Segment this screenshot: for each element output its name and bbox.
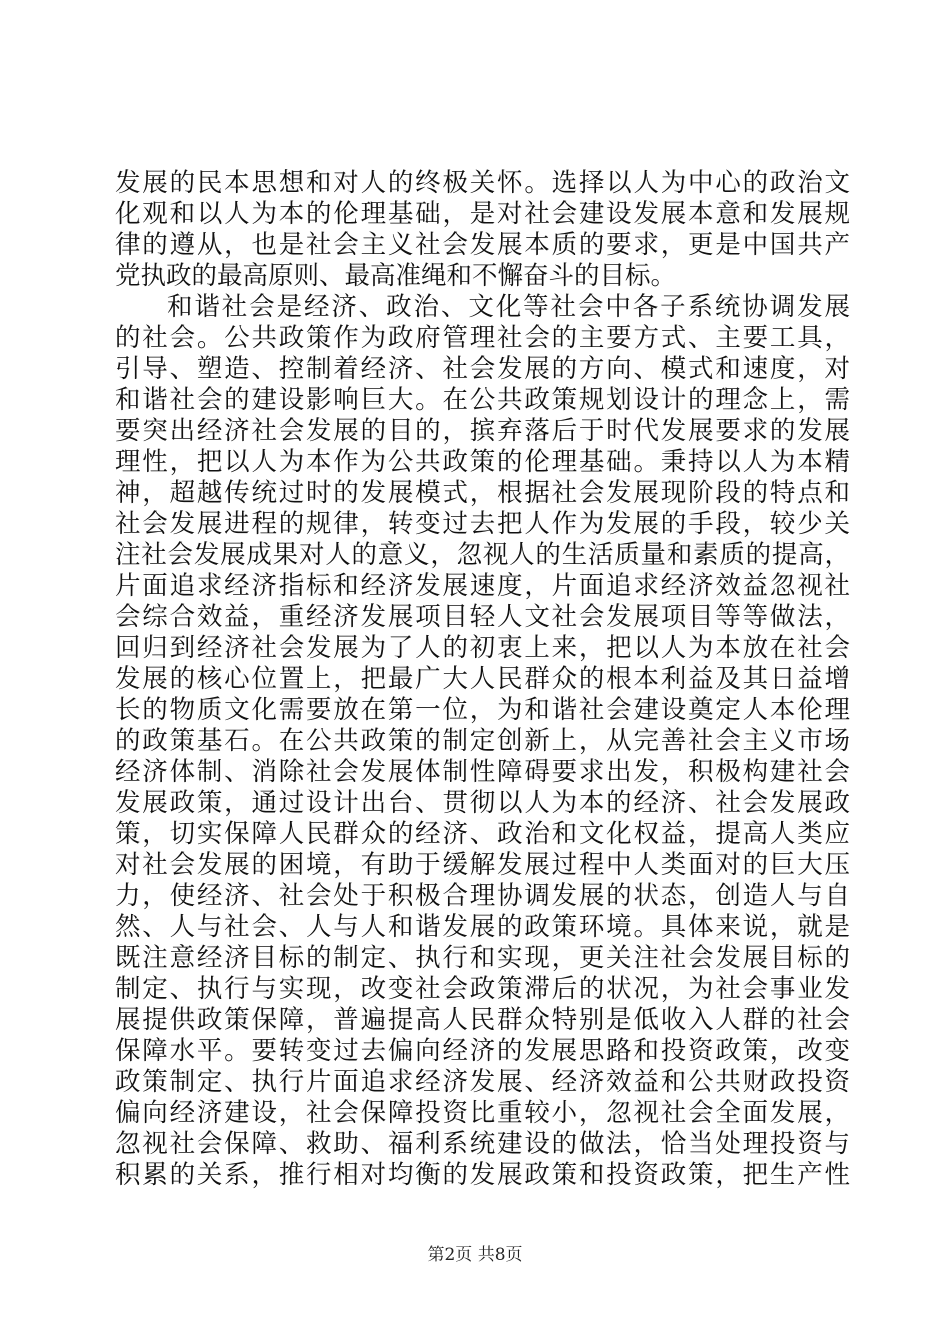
text-line: 神，超越传统过时的发展模式，根据社会发展现阶段的特点和	[115, 478, 850, 508]
text-line: 回归到经济社会发展为了人的初衷上来，把以人为本放在社会	[115, 633, 850, 663]
text-line: 注社会发展成果对人的意义，忽视人的生活质量和素质的提高，	[115, 540, 850, 570]
text-line: 制定、执行与实现，改变社会政策滞后的状况，为社会事业发	[115, 974, 850, 1004]
body-text	[115, 168, 850, 1191]
text-line: 发展政策，通过设计出台、贯彻以人为本的经济、社会发展政	[115, 788, 850, 818]
text-line: 政策制定、执行片面追求经济发展、经济效益和公共财政投资	[115, 1067, 850, 1097]
text-line: 积累的关系，推行相对均衡的发展政策和投资政策，把生产性	[115, 1160, 850, 1190]
text-line: 忽视社会保障、救助、福利系统建设的做法，恰当处理投资与	[115, 1129, 850, 1159]
text-line: 长的物质文化需要放在第一位，为和谐社会建设奠定人本伦理	[115, 695, 850, 725]
text-line: 引导、塑造、控制着经济、社会发展的方向、模式和速度，对	[115, 354, 850, 384]
text-line: 展提供政策保障，普遍提高人民群众特别是低收入人群的社会	[115, 1005, 850, 1035]
text-line: 的社会。公共政策作为政府管理社会的主要方式、主要工具，	[115, 323, 850, 353]
text-line: 和谐社会的建设影响巨大。在公共政策规划设计的理念上，需	[115, 385, 850, 415]
text-line: 偏向经济建设，社会保障投资比重较小，忽视社会全面发展，	[115, 1098, 850, 1128]
text-line: 要突出经济社会发展的目的，摈弃落后于时代发展要求的发展	[115, 416, 850, 446]
text-line: 既注意经济目标的制定、执行和实现，更关注社会发展目标的	[115, 943, 850, 973]
text-line: 对社会发展的困境，有助于缓解发展过程中人类面对的巨大压	[115, 850, 850, 880]
text-line: 策，切实保障人民群众的经济、政治和文化权益，提高人类应	[115, 819, 850, 849]
text-line: 会综合效益，重经济发展项目轻人文社会发展项目等等做法，	[115, 602, 850, 632]
text-line: 理性，把以人为本作为公共政策的伦理基础。秉持以人为本精	[115, 447, 850, 477]
paragraph-start-line: 和谐社会是经济、政治、文化等社会中各子系统协调发展	[167, 292, 850, 322]
text-line: 保障水平。要转变过去偏向经济的发展思路和投资政策，改变	[115, 1036, 850, 1066]
page-footer: 第2页 共8页	[427, 1245, 523, 1265]
text-line: 发展的民本思想和对人的终极关怀。选择以人为中心的政治文	[115, 168, 850, 198]
text-line: 经济体制、消除社会发展体制性障碍要求出发，积极构建社会	[115, 757, 850, 787]
text-line: 党执政的最高原则、最高准绳和不懈奋斗的目标。	[115, 261, 677, 291]
text-line: 律的遵从，也是社会主义社会发展本质的要求，更是中国共产	[115, 230, 850, 260]
text-line: 然、人与社会、人与人和谐发展的政策环境。具体来说，就是	[115, 912, 850, 942]
text-line: 发展的核心位置上，把最广大人民群众的根本利益及其日益增	[115, 664, 850, 694]
text-line: 社会发展进程的规律，转变过去把人作为发展的手段，较少关	[115, 509, 850, 539]
text-line: 的政策基石。在公共政策的制定创新上，从完善社会主义市场	[115, 726, 850, 756]
text-line: 化观和以人为本的伦理基础，是对社会建设发展本意和发展规	[115, 199, 850, 229]
text-line: 力，使经济、社会处于积极合理协调发展的状态，创造人与自	[115, 881, 850, 911]
text-line: 片面追求经济指标和经济发展速度，片面追求经济效益忽视社	[115, 571, 850, 601]
